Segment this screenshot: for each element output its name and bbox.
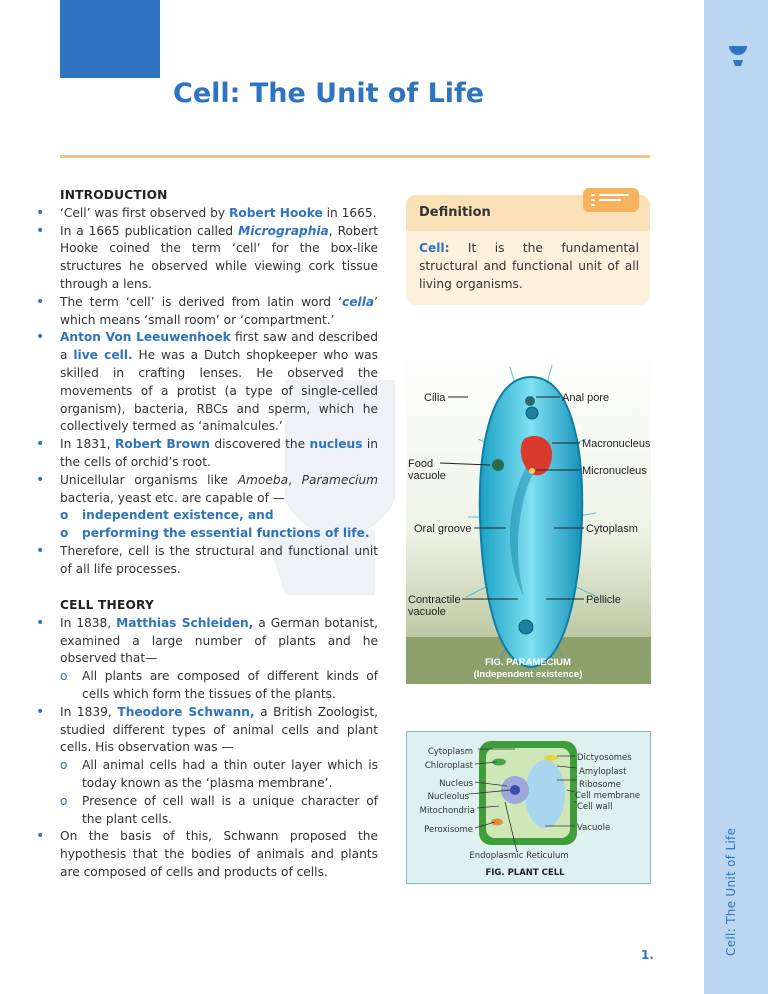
introduction-section bbox=[60, 187, 378, 579]
label-vacuole: Vacuole bbox=[577, 823, 611, 833]
label-pellicle: Pellicle bbox=[586, 594, 621, 606]
label-anal-pore: Anal pore bbox=[562, 392, 610, 404]
page-number: 1. bbox=[641, 948, 654, 962]
sub-list-item: o performing the essential functions of life. bbox=[82, 525, 378, 543]
list-item: • In 1839, Theodore Schwann, a British Zoologist, studied different types of animal cells and plant cells. His observation was — o All animal cells had a thin outer layer which is today known as the ‘plasma membrane’. o Presence of cell wall is a unique character of the plant cells. bbox=[60, 704, 378, 829]
plant-cell-caption: FIG. PLANT CELL bbox=[485, 868, 565, 878]
label-food-vacuole-1: Food bbox=[408, 458, 434, 470]
side-running-title: Cell: The Unit of Life bbox=[724, 827, 738, 956]
sub-list bbox=[60, 668, 378, 704]
label-contractile-1: Contractile bbox=[408, 594, 461, 606]
label-nucleolus: Nucleolus bbox=[427, 792, 469, 802]
label-macronucleus: Macronucleus bbox=[582, 438, 651, 450]
label-oral-groove: Oral groove bbox=[414, 523, 472, 535]
introduction-list bbox=[60, 205, 378, 579]
list-item: • The term ‘cell’ is derived from latin word ‘cella’ which means ‘small room’ or ‘compartment.’ bbox=[60, 294, 378, 330]
definition-badge-icon bbox=[583, 188, 639, 212]
label-dictyosomes: Dictyosomes bbox=[577, 753, 632, 763]
plant-cell-figure bbox=[406, 731, 651, 884]
label-mitochondria: Mitochondria bbox=[419, 806, 475, 816]
sub-list bbox=[60, 507, 378, 543]
definition-heading: Definition bbox=[419, 205, 491, 220]
sub-list bbox=[60, 757, 378, 828]
label-cilia: Cilia bbox=[424, 392, 446, 404]
definition-text: Cell: It is the fundamental structural and functional unit of all living organisms. bbox=[419, 241, 639, 291]
cell-theory-section bbox=[60, 597, 378, 882]
logo-icon bbox=[728, 44, 748, 70]
list-item: • In 1831, Robert Brown discovered the nucleus in the cells of orchid’s root. bbox=[60, 436, 378, 472]
header-color-block bbox=[60, 0, 160, 78]
label-cytoplasm: Cytoplasm bbox=[586, 523, 638, 535]
page-title: Cell: The Unit of Life bbox=[173, 78, 485, 109]
cell-theory-heading: CELL THEORY bbox=[60, 598, 154, 612]
list-item: • In a 1665 publication called Micrographia, Robert Hooke coined the term ‘cell’ for the box-like structures he observed while viewing cork tissue through a lens. bbox=[60, 223, 378, 294]
label-peroxisome: Peroxisome bbox=[424, 825, 473, 835]
label-food-vacuole-2: vacuole bbox=[408, 470, 446, 482]
list-item: • On the basis of this, Schwann proposed the hypothesis that the bodies of animals and plants are composed of cells and products of cells. bbox=[60, 828, 378, 881]
label-ribosome: Ribosome bbox=[579, 780, 622, 790]
label-endoplasmic-reticulum: Endoplasmic Reticulum bbox=[469, 851, 569, 861]
plant-cell-diagram bbox=[407, 732, 652, 885]
sub-list-item: o All animal cells had a thin outer layer which is today known as the ‘plasma membrane’. bbox=[82, 757, 378, 793]
list-item: • In 1838, Matthias Schleiden, a German botanist, examined a large number of plants and he observed that— o All plants are composed of different kinds of cells which form the tissues of the plants. bbox=[60, 615, 378, 704]
paramecium-caption: FIG. PARAMECIUM bbox=[485, 657, 571, 668]
label-plant-cytoplasm: Cytoplasm bbox=[427, 747, 473, 757]
label-cell-membrane: Cell membrane bbox=[575, 791, 641, 801]
title-divider bbox=[60, 155, 650, 158]
paramecium-subcaption: (Independent existence) bbox=[473, 669, 583, 680]
list-item: • Therefore, cell is the structural and functional unit of all life processes. bbox=[60, 543, 378, 579]
sub-list-item: o independent existence, and bbox=[82, 507, 378, 525]
introduction-heading: INTRODUCTION bbox=[60, 188, 168, 202]
paramecium-figure bbox=[406, 347, 651, 684]
label-contractile-2: vacuole bbox=[408, 606, 446, 618]
cell-theory-list bbox=[60, 615, 378, 882]
label-micronucleus: Micronucleus bbox=[582, 465, 647, 477]
list-item: • ‘Cell’ was first observed by Robert Hooke in 1665. bbox=[60, 205, 378, 223]
label-nucleus: Nucleus bbox=[439, 779, 473, 789]
label-amyloplast: Amyloplast bbox=[579, 767, 627, 777]
sub-list-item: o All plants are composed of different kinds of cells which form the tissues of the plants. bbox=[82, 668, 378, 704]
sub-list-item: o Presence of cell wall is a unique character of the plant cells. bbox=[82, 793, 378, 829]
list-item: • Unicellular organisms like Amoeba, Paramecium bacteria, yeast etc. are capable of — o independent existence, and o performing the essential functions of life. bbox=[60, 472, 378, 543]
label-cell-wall: Cell wall bbox=[577, 802, 613, 812]
list-item: • Anton Von Leeuwenhoek first saw and described a live cell. He was a Dutch shopkeeper who was skilled in crafting lenses. He observed the movements of a protist (a type of single-celled organism), bacteria, RBCs and sperm, which he collectively termed as ‘animalcules.’ bbox=[60, 329, 378, 436]
label-chloroplast: Chloroplast bbox=[424, 761, 473, 771]
